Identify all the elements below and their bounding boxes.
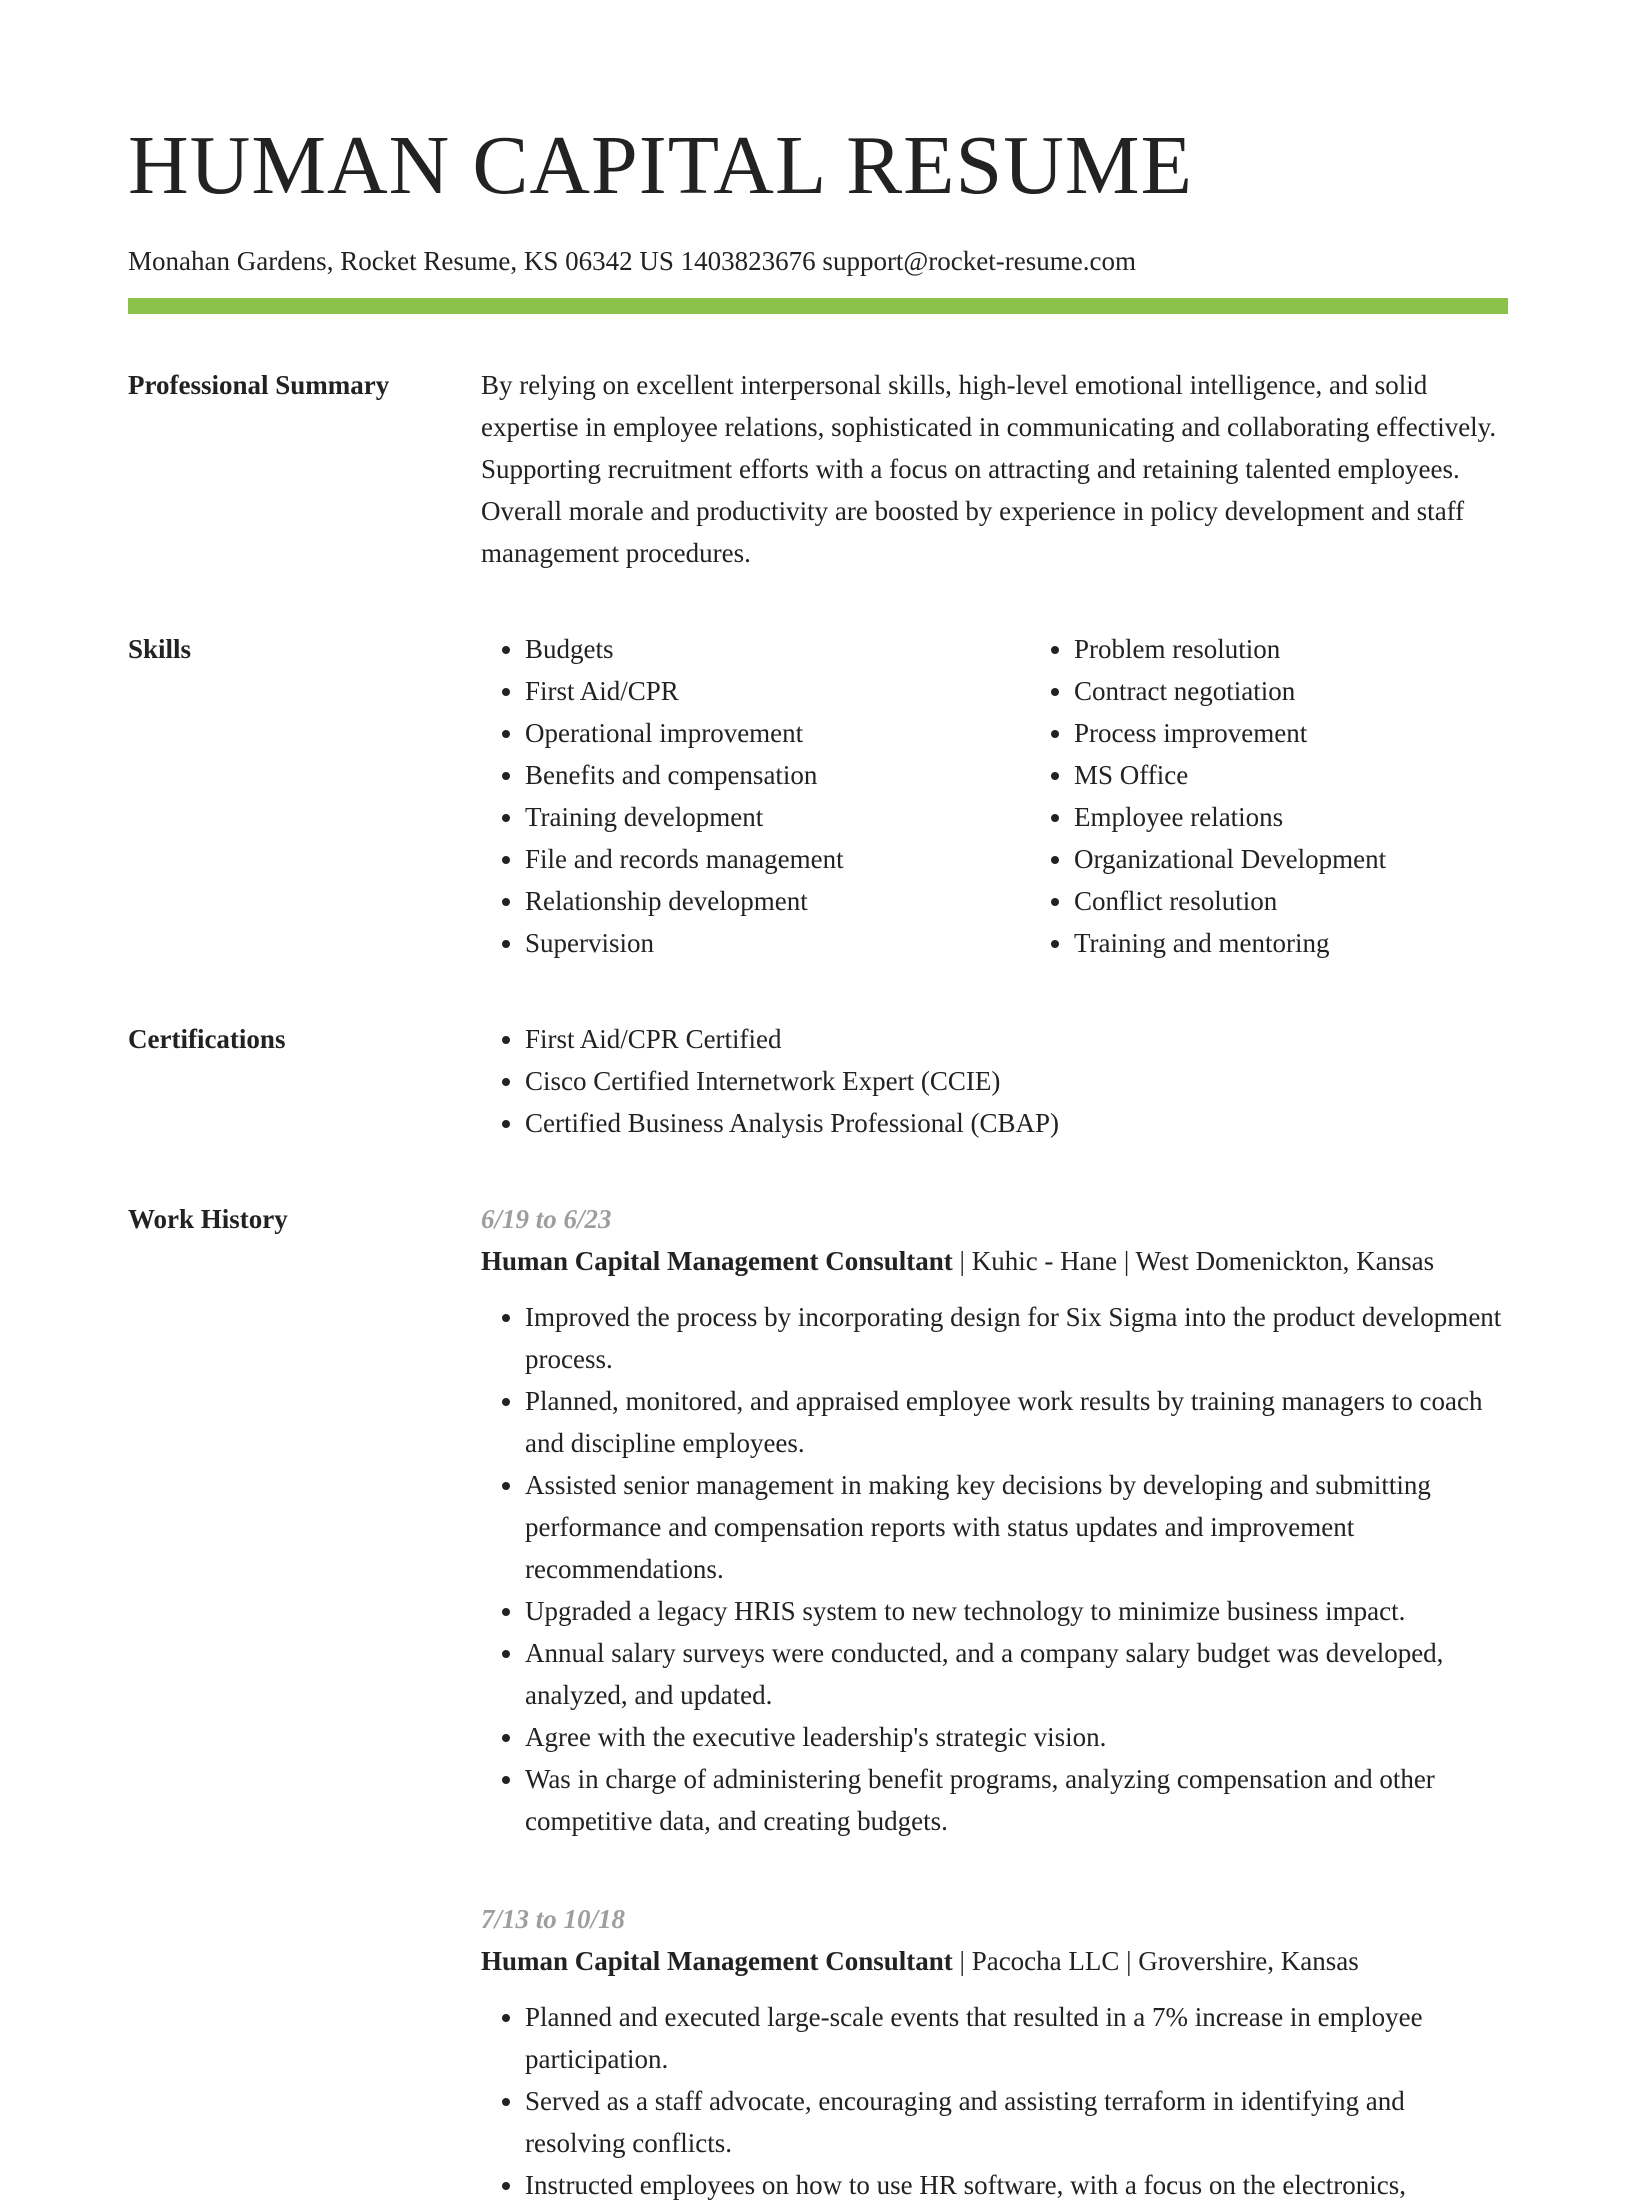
job-bullet: • Upgraded a legacy HRIS system to new technology to minimize business impact. bbox=[525, 1590, 1508, 1632]
job-dates: 6/19 to 6/23 bbox=[481, 1204, 612, 1234]
certification-item: • First Aid/CPR Certified bbox=[525, 1018, 1508, 1060]
skill-item: • Contract negotiation bbox=[1074, 670, 1579, 712]
skill-item: • Relationship development bbox=[525, 880, 1030, 922]
job-title: Human Capital Management Consultant bbox=[481, 1946, 953, 1976]
job-bullets bbox=[481, 1996, 1508, 2206]
skill-item: • Operational improvement bbox=[525, 712, 1030, 754]
job-details: | Pacocha LLC | Grovershire, Kansas bbox=[952, 1946, 1359, 1976]
skill-item: • Benefits and compensation bbox=[525, 754, 1030, 796]
certification-item: • Cisco Certified Internetwork Expert (CCIE) bbox=[525, 1060, 1508, 1102]
job-heading bbox=[481, 1240, 1508, 1282]
resume-title: HUMAN CAPITAL RESUME bbox=[128, 119, 1193, 212]
skill-item: • First Aid/CPR bbox=[525, 670, 1030, 712]
job-bullet: • Agree with the executive leadership's strategic vision. bbox=[525, 1716, 1508, 1758]
job-bullet: • Planned, monitored, and appraised employee work results by training managers to coach and discipline employees. bbox=[525, 1380, 1508, 1464]
summary-text: By relying on excellent interpersonal skills, high-level emotional intelligence, and solid expertise in employee relations, sophisticated in communicating and collaborating effectively. Supporting recruitment efforts with a focus on attracting and retaining talented employees. Overall morale and productivity are boosted by experience in policy development and staff management procedures. bbox=[481, 370, 1497, 568]
job-details: | Kuhic - Hane | West Domenickton, Kansas bbox=[952, 1246, 1435, 1276]
work-history-heading: Work History bbox=[128, 1204, 288, 1234]
skill-item: • Training and mentoring bbox=[1074, 922, 1579, 964]
skill-item: • Problem resolution bbox=[1074, 628, 1579, 670]
resume-page bbox=[128, 0, 1508, 2206]
job-bullets bbox=[481, 1296, 1508, 1842]
job-bullet: • Was in charge of administering benefit programs, analyzing compensation and other competitive data, and creating budgets. bbox=[525, 1758, 1508, 1842]
skills-list-right bbox=[1030, 628, 1579, 964]
skills-section bbox=[128, 628, 1508, 964]
certifications-list bbox=[481, 1018, 1508, 1144]
job-bullet: • Improved the process by incorporating design for Six Sigma into the product development process. bbox=[525, 1296, 1508, 1380]
job-title: Human Capital Management Consultant bbox=[481, 1246, 953, 1276]
skills-list-left bbox=[481, 628, 1030, 964]
job-entry bbox=[481, 1198, 1508, 1842]
job-bullet: • Served as a staff advocate, encouraging and assisting terraform in identifying and resolving conflicts. bbox=[525, 2080, 1508, 2164]
job-bullet: • Assisted senior management in making key decisions by developing and submitting performance and compensation reports with status updates and improvement recommendations. bbox=[525, 1464, 1508, 1590]
certification-item: • Certified Business Analysis Professional (CBAP) bbox=[525, 1102, 1508, 1144]
header-divider bbox=[128, 298, 1508, 314]
skills-heading: Skills bbox=[128, 634, 192, 664]
skill-item: • File and records management bbox=[525, 838, 1030, 880]
contact-line: Monahan Gardens, Rocket Resume, KS 06342 US 1403823676 support@rocket-resume.com bbox=[128, 246, 1136, 276]
summary-section bbox=[128, 364, 1508, 574]
summary-heading: Professional Summary bbox=[128, 370, 390, 400]
job-entry bbox=[481, 1898, 1508, 2206]
certifications-heading: Certifications bbox=[128, 1024, 286, 1054]
job-bullet: • Instructed employees on how to use HR software, with a focus on the electronics, bbox=[525, 2164, 1508, 2206]
skill-item: • Process improvement bbox=[1074, 712, 1579, 754]
skill-item: • Employee relations bbox=[1074, 796, 1579, 838]
skill-item: • Budgets bbox=[525, 628, 1030, 670]
skill-item: • Conflict resolution bbox=[1074, 880, 1579, 922]
job-bullet: • Annual salary surveys were conducted, and a company salary budget was developed, analyzed, and updated. bbox=[525, 1632, 1508, 1716]
skill-item: • MS Office bbox=[1074, 754, 1579, 796]
certifications-section bbox=[128, 1018, 1508, 1144]
skill-item: • Supervision bbox=[525, 922, 1030, 964]
job-dates: 7/13 to 10/18 bbox=[481, 1904, 626, 1934]
skill-item: • Training development bbox=[525, 796, 1030, 838]
job-bullet: • Planned and executed large-scale events that resulted in a 7% increase in employee participation. bbox=[525, 1996, 1508, 2080]
job-heading bbox=[481, 1940, 1508, 1982]
skill-item: • Organizational Development bbox=[1074, 838, 1579, 880]
work-history-section bbox=[128, 1198, 1508, 2206]
